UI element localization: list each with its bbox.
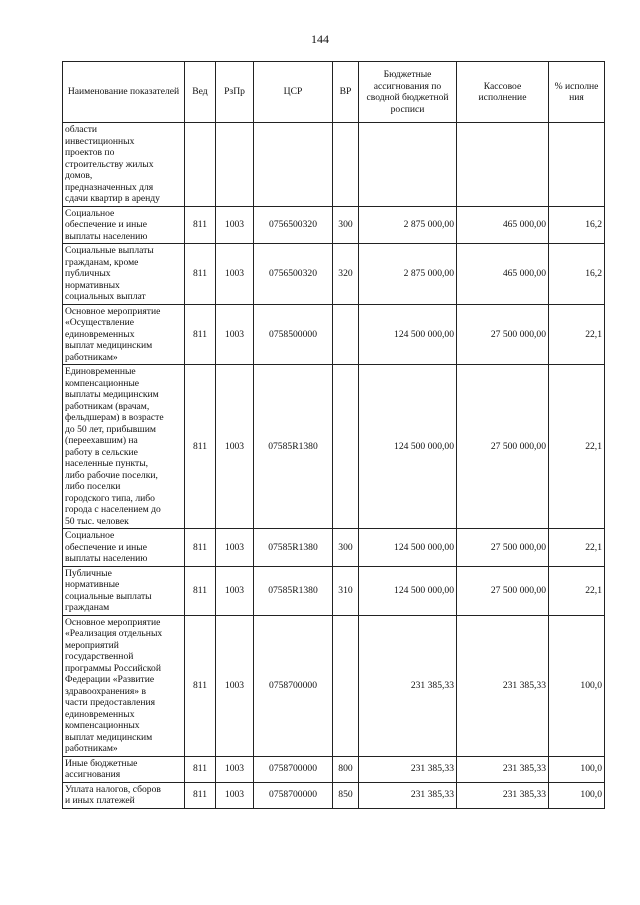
cell-csr <box>254 782 333 808</box>
cell-name <box>63 206 185 244</box>
cell-vr <box>333 123 359 207</box>
name-text: Социальные выплаты гражданам, кроме публичных нормативных социальных выплат <box>65 245 154 302</box>
csr-text: 0758500000 <box>269 328 317 340</box>
cell-rzpr <box>216 756 254 782</box>
name-text: Основное мероприятие «Реализация отдельных мероприятий государственной программы Российской Федерации «Развитие здравоохранения» в части предоставления единовременных компенсационных выплат медицинским работникам» <box>65 616 163 754</box>
ved-text: 811 <box>192 541 208 553</box>
rzpr-text: 1003 <box>224 219 245 230</box>
cell-csr <box>254 244 333 305</box>
ved-text: 811 <box>192 789 208 801</box>
name-text: Основное мероприятие «Осуществление единовременных выплат медицинским работникам» <box>65 305 161 363</box>
cell-rzpr <box>216 566 254 615</box>
table-row <box>63 566 605 615</box>
cash-text: 231 385,33 <box>502 679 546 691</box>
cell-ved <box>185 615 216 756</box>
cell-cash <box>457 566 549 615</box>
cell-name <box>63 123 185 207</box>
percent-text: 16,2 <box>585 268 602 279</box>
cell-percent <box>549 756 605 782</box>
cell-rzpr <box>216 123 254 207</box>
cell-vr <box>333 304 359 365</box>
cell-cash <box>457 529 549 567</box>
table-body <box>63 123 605 809</box>
csr-text: 0756500320 <box>269 219 317 230</box>
ved-text: 811 <box>192 440 208 452</box>
cell-budget <box>359 782 457 808</box>
budget-execution-table <box>62 61 605 809</box>
cell-cash <box>457 304 549 365</box>
rzpr-text: 1003 <box>224 268 245 279</box>
cell-rzpr <box>216 304 254 365</box>
header-csr: ЦСР <box>254 62 333 123</box>
table-row <box>63 782 605 808</box>
cell-cash <box>457 782 549 808</box>
rzpr-text: 1003 <box>224 679 245 691</box>
cell-vr <box>333 566 359 615</box>
header-rzpr: РзПр <box>216 62 254 123</box>
budget-text: 231 385,33 <box>410 789 454 801</box>
cell-rzpr <box>216 782 254 808</box>
cell-percent <box>549 615 605 756</box>
cell-budget <box>359 756 457 782</box>
name-text: Уплата налогов, сборов и иных платежей <box>65 783 161 806</box>
cell-vr <box>333 529 359 567</box>
vr-text: 300 <box>338 541 353 553</box>
cell-cash <box>457 615 549 756</box>
cash-text: 231 385,33 <box>502 789 546 801</box>
rzpr-text: 1003 <box>224 763 245 775</box>
name-text: Единовременные компенсационные выплаты медицинским работникам (врачам, фельдшерам) в возрасте до 50 лет, прибывшим (переехавшим) на работу в сельские населенные пункты, либо рабочие поселки, либо поселки городского типа, либо города с населением до 50 тыс. человек <box>65 366 164 527</box>
cash-text: 465 000,00 <box>502 268 546 279</box>
cell-ved <box>185 244 216 305</box>
name-text: Социальное обеспечение и иные выплаты населению <box>65 530 148 564</box>
vr-text: 300 <box>338 219 353 230</box>
ved-text: 811 <box>192 584 208 596</box>
cell-rzpr <box>216 529 254 567</box>
vr-text: 850 <box>338 789 353 801</box>
cell-csr <box>254 566 333 615</box>
cell-ved <box>185 123 216 207</box>
budget-text: 2 875 000,00 <box>403 268 454 279</box>
cell-vr <box>333 615 359 756</box>
ved-text: 811 <box>192 763 208 775</box>
percent-text: 16,2 <box>585 219 602 230</box>
budget-text: 231 385,33 <box>410 763 454 775</box>
csr-text: 0758700000 <box>269 763 317 775</box>
budget-text: 124 500 000,00 <box>394 328 454 340</box>
csr-text: 0758700000 <box>269 789 317 801</box>
cell-percent <box>549 365 605 529</box>
cash-text: 27 500 000,00 <box>490 541 546 553</box>
cell-name <box>63 304 185 365</box>
cell-budget <box>359 244 457 305</box>
cell-name <box>63 529 185 567</box>
cell-percent <box>549 304 605 365</box>
cell-ved <box>185 365 216 529</box>
rzpr-text: 1003 <box>224 541 245 553</box>
percent-text: 100,0 <box>580 789 602 801</box>
cell-csr <box>254 529 333 567</box>
budget-text: 124 500 000,00 <box>394 541 454 553</box>
cell-csr <box>254 365 333 529</box>
table-row <box>63 206 605 244</box>
ved-text: 811 <box>192 219 208 230</box>
percent-text: 100,0 <box>580 763 602 775</box>
cell-vr <box>333 756 359 782</box>
budget-text: 2 875 000,00 <box>403 219 454 230</box>
table-header-row <box>63 62 605 123</box>
table-row <box>63 304 605 365</box>
table-row <box>63 756 605 782</box>
header-budget: Бюджетные ассигнования по сводной бюджетной росписи <box>359 62 457 123</box>
table-row <box>63 123 605 207</box>
cell-vr <box>333 365 359 529</box>
cell-name <box>63 566 185 615</box>
cell-name <box>63 615 185 756</box>
cell-csr <box>254 123 333 207</box>
cell-percent <box>549 529 605 567</box>
ved-text: 811 <box>192 268 208 279</box>
table-row <box>63 615 605 756</box>
table-row <box>63 529 605 567</box>
cell-budget <box>359 304 457 365</box>
cash-text: 231 385,33 <box>502 763 546 775</box>
cell-rzpr <box>216 206 254 244</box>
cell-budget <box>359 123 457 207</box>
cell-vr <box>333 244 359 305</box>
cell-budget <box>359 566 457 615</box>
csr-text: 0758700000 <box>269 679 317 691</box>
cell-vr <box>333 782 359 808</box>
name-text: Иные бюджетные ассигнования <box>65 757 138 780</box>
rzpr-text: 1003 <box>224 584 245 596</box>
cash-text: 27 500 000,00 <box>490 328 546 340</box>
cash-text: 27 500 000,00 <box>490 440 546 452</box>
vr-text: 320 <box>338 268 353 279</box>
cell-csr <box>254 615 333 756</box>
percent-text: 22,1 <box>585 440 602 452</box>
header-name: Наименование показателей <box>63 62 185 123</box>
cell-rzpr <box>216 615 254 756</box>
cell-budget <box>359 529 457 567</box>
cell-cash <box>457 244 549 305</box>
cell-percent <box>549 782 605 808</box>
budget-text: 124 500 000,00 <box>394 440 454 452</box>
table-row <box>63 244 605 305</box>
cell-csr <box>254 304 333 365</box>
header-cash: Кассовое исполнение <box>457 62 549 123</box>
name-text: области инвестиционных проектов по строительству жилых домов, предназначенных для сдачи квартир в аренду <box>65 124 160 204</box>
cell-vr <box>333 206 359 244</box>
name-text: Публичные нормативные социальные выплаты гражданам <box>65 567 152 613</box>
cell-percent <box>549 206 605 244</box>
rzpr-text: 1003 <box>224 328 245 340</box>
cell-ved <box>185 782 216 808</box>
cell-cash <box>457 123 549 207</box>
name-text: Социальное обеспечение и иные выплаты населению <box>65 207 148 242</box>
csr-text: 07585R1380 <box>268 541 318 553</box>
cell-budget <box>359 206 457 244</box>
rzpr-text: 1003 <box>224 789 245 801</box>
header-percent: % исполне ния <box>549 62 605 123</box>
cell-rzpr <box>216 244 254 305</box>
cell-ved <box>185 566 216 615</box>
cell-name <box>63 365 185 529</box>
budget-text: 124 500 000,00 <box>394 584 454 596</box>
cell-name <box>63 782 185 808</box>
cell-cash <box>457 756 549 782</box>
percent-text: 100,0 <box>580 679 602 691</box>
page-number: 144 <box>311 32 329 46</box>
table-row <box>63 365 605 529</box>
cell-percent <box>549 244 605 305</box>
cell-csr <box>254 756 333 782</box>
cash-text: 27 500 000,00 <box>490 584 546 596</box>
cell-percent <box>549 566 605 615</box>
cell-ved <box>185 206 216 244</box>
cell-rzpr <box>216 365 254 529</box>
rzpr-text: 1003 <box>224 440 245 452</box>
cell-budget <box>359 615 457 756</box>
cell-ved <box>185 756 216 782</box>
cell-ved <box>185 304 216 365</box>
budget-text: 231 385,33 <box>410 679 454 691</box>
cell-percent <box>549 123 605 207</box>
vr-text: 800 <box>338 763 353 775</box>
percent-text: 22,1 <box>585 328 602 340</box>
cell-cash <box>457 365 549 529</box>
header-ved: Вед <box>185 62 216 123</box>
ved-text: 811 <box>192 328 208 340</box>
percent-text: 22,1 <box>585 541 602 553</box>
cell-name <box>63 244 185 305</box>
csr-text: 07585R1380 <box>268 440 318 452</box>
cell-name <box>63 756 185 782</box>
cash-text: 465 000,00 <box>502 219 546 230</box>
cell-cash <box>457 206 549 244</box>
vr-text: 310 <box>338 584 353 596</box>
csr-text: 07585R1380 <box>268 584 318 596</box>
cell-budget <box>359 365 457 529</box>
csr-text: 0756500320 <box>269 268 317 279</box>
cell-csr <box>254 206 333 244</box>
cell-ved <box>185 529 216 567</box>
percent-text: 22,1 <box>585 584 602 596</box>
ved-text: 811 <box>192 679 208 691</box>
header-vr: ВР <box>333 62 359 123</box>
